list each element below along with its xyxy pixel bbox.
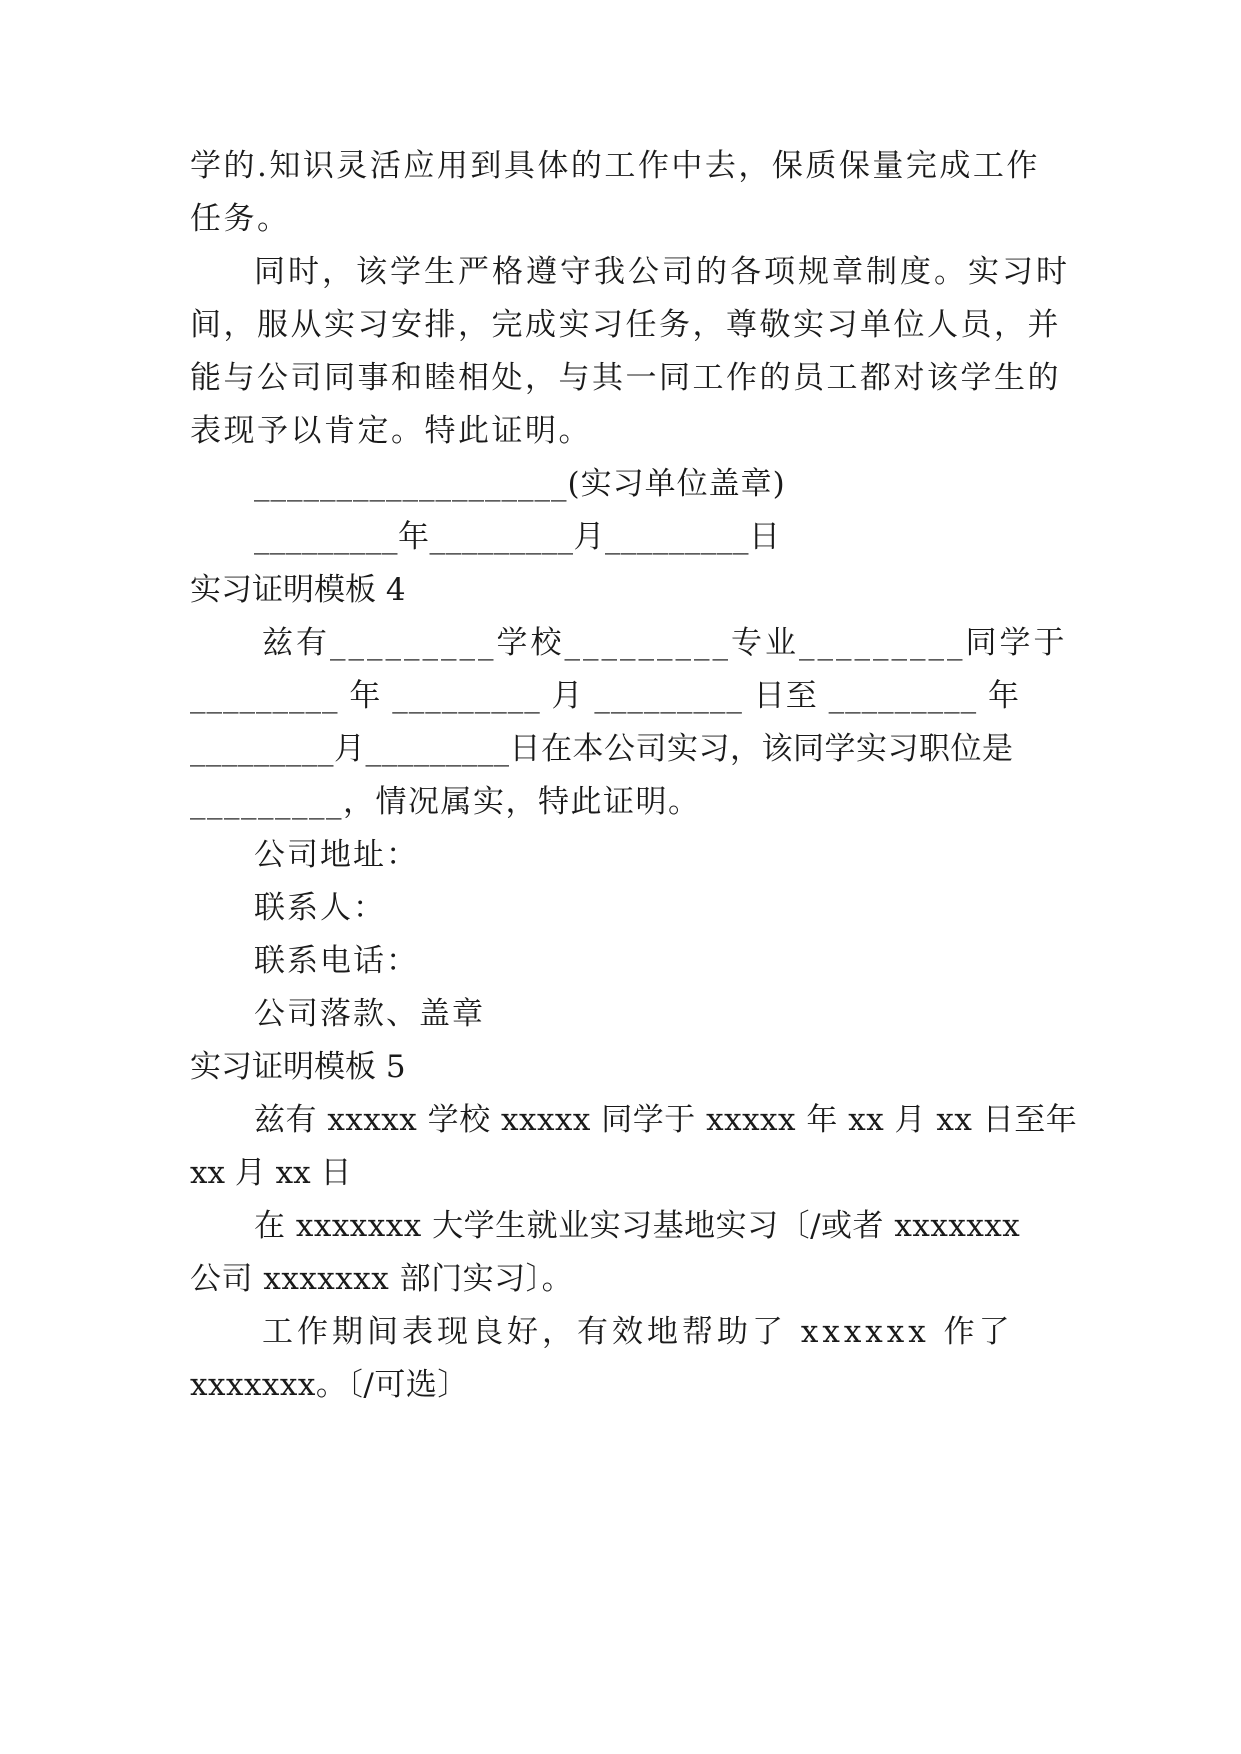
seal-line: ___________________(实习单位盖章) — [254, 466, 786, 502]
body-text-line: 在 xxxxxxx 大学生就业实习基地实习〔/或者 xxxxxxx — [254, 1208, 1021, 1244]
section-heading: 实习证明模板 4 — [190, 572, 406, 608]
body-text-line: 同时，该学生严格遵守我公司的各项规章制度。实习时 — [254, 254, 1070, 290]
section-heading: 实习证明模板 5 — [190, 1049, 406, 1085]
body-text-line: 工作期间表现良好，有效地帮助了 xxxxxx 作了 — [262, 1314, 1014, 1350]
body-text-line: 任务。 — [190, 201, 291, 237]
body-text-line: xx 月 xx 日 — [190, 1155, 352, 1191]
body-text-line: _________ 年 _________ 月 _________ 日至 _________ 年 — [190, 678, 1020, 714]
date-line: _________年_________月_________日 — [254, 519, 781, 555]
body-text-line: _________月_________日在本公司实习，该同学实习职位是 — [190, 731, 1014, 767]
body-text-line: 公司 xxxxxxx 部门实习〕。 — [190, 1261, 574, 1297]
company-address-label: 公司地址： — [254, 837, 419, 873]
company-stamp-label: 公司落款、盖章 — [254, 996, 485, 1032]
body-text-line: _________，情况属实，特此证明。 — [190, 784, 701, 820]
body-text-line: 学的.知识灵活应用到具体的工作中去，保质保量完成工作 — [190, 148, 1040, 184]
body-text-line: xxxxxxx。〔/可选〕 — [190, 1367, 469, 1403]
body-text-line: 兹有_________学校_________专业_________同学于 — [262, 625, 1068, 661]
phone-label: 联系电话： — [254, 943, 419, 979]
body-text-line: 表现予以肯定。特此证明。 — [190, 413, 592, 449]
body-text-line: 能与公司同事和睦相处，与其一同工作的员工都对该学生的 — [190, 360, 1061, 396]
contact-label: 联系人： — [254, 890, 386, 926]
body-text-line: 兹有 xxxxx 学校 xxxxx 同学于 xxxxx 年 xx 月 xx 日至年 — [254, 1102, 1078, 1138]
body-text-line: 间，服从实习安排，完成实习任务，尊敬实习单位人员，并 — [190, 307, 1061, 343]
